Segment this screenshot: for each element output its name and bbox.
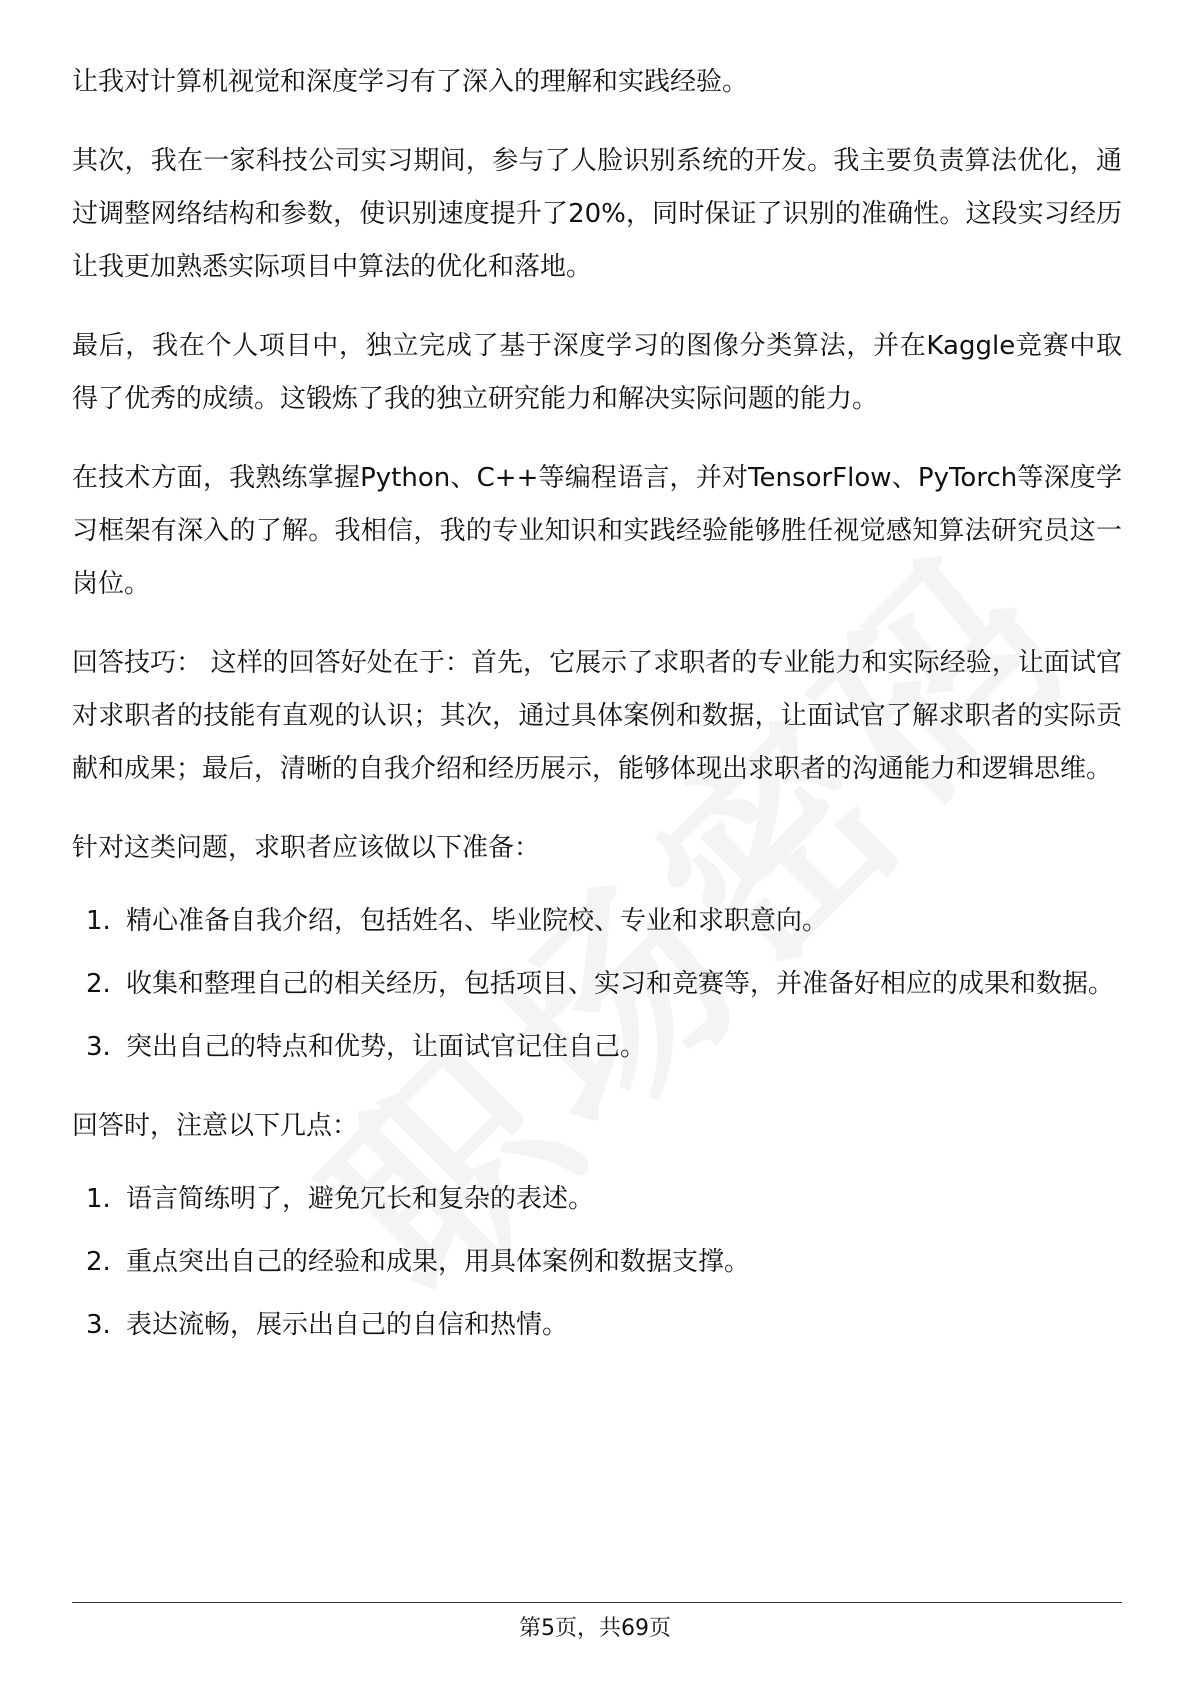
document-body <box>72 56 1122 1378</box>
paragraph-answer-notes-intro: 回答时，注意以下几点： <box>72 1111 359 1141</box>
list-item-text: 突出自己的特点和优势，让面试官记住自己。 <box>126 1032 647 1062</box>
list-item-number: 1. <box>86 1184 111 1214</box>
list-item-number: 2. <box>86 969 111 999</box>
list-item <box>72 1236 1122 1289</box>
list-item <box>72 895 1122 948</box>
preparation-list <box>72 895 1122 1074</box>
answer-notes-list <box>72 1173 1122 1352</box>
paragraph-4: 在技术方面，我熟练掌握Python、C++等编程语言，并对TensorFlow、PyTorch等深度学习框架有深入的了解。我相信，我的专业知识和实践经验能够胜任视觉感知算法研究员这一岗位。 <box>72 463 1122 599</box>
list-item-number: 3. <box>86 1310 111 1340</box>
paragraph-3: 最后，我在个人项目中，独立完成了基于深度学习的图像分类算法，并在Kaggle竞赛中取得了优秀的成绩。这锻炼了我的独立研究能力和解决实际问题的能力。 <box>72 331 1122 414</box>
paragraph-1: 让我对计算机视觉和深度学习有了深入的理解和实践经验。 <box>72 67 749 97</box>
list-item <box>72 1021 1122 1074</box>
list-item-text: 重点突出自己的经验和成果，用具体案例和数据支撑。 <box>126 1247 751 1277</box>
list-item <box>72 958 1122 1011</box>
list-item-text: 精心准备自我介绍，包括姓名、毕业院校、专业和求职意向。 <box>126 906 829 936</box>
list-item-number: 1. <box>86 906 111 936</box>
list-item-number: 3. <box>86 1032 111 1062</box>
list-item <box>72 1173 1122 1226</box>
list-item-text: 语言简练明了，避免冗长和复杂的表述。 <box>126 1184 595 1214</box>
paragraph-preparation-intro: 针对这类问题，求职者应该做以下准备： <box>72 833 541 863</box>
paragraph-tips: 回答技巧： 这样的回答好处在于：首先，它展示了求职者的专业能力和实际经验，让面试官对求职者的技能有直观的认识；其次，通过具体案例和数据，让面试官了解求职者的实际贡献和成果；最后，清晰的自我介绍和经历展示，能够体现出求职者的沟通能力和逻辑思维。 <box>72 648 1122 784</box>
list-item-text: 收集和整理自己的相关经历，包括项目、实习和竞赛等，并准备好相应的成果和数据。 <box>126 969 1115 999</box>
list-item-text: 表达流畅，展示出自己的自信和热情。 <box>126 1310 569 1340</box>
list-item <box>72 1299 1122 1352</box>
list-item-number: 2. <box>86 1247 111 1277</box>
paragraph-2: 其次，我在一家科技公司实习期间，参与了人脸识别系统的开发。我主要负责算法优化，通过调整网络结构和参数，使识别速度提升了20%，同时保证了识别的准确性。这段实习经历让我更加熟悉实际项目中算法的优化和落地。 <box>72 146 1122 282</box>
page-number: 第5页，共69页 <box>519 1616 671 1641</box>
footer-divider <box>72 1602 1122 1603</box>
